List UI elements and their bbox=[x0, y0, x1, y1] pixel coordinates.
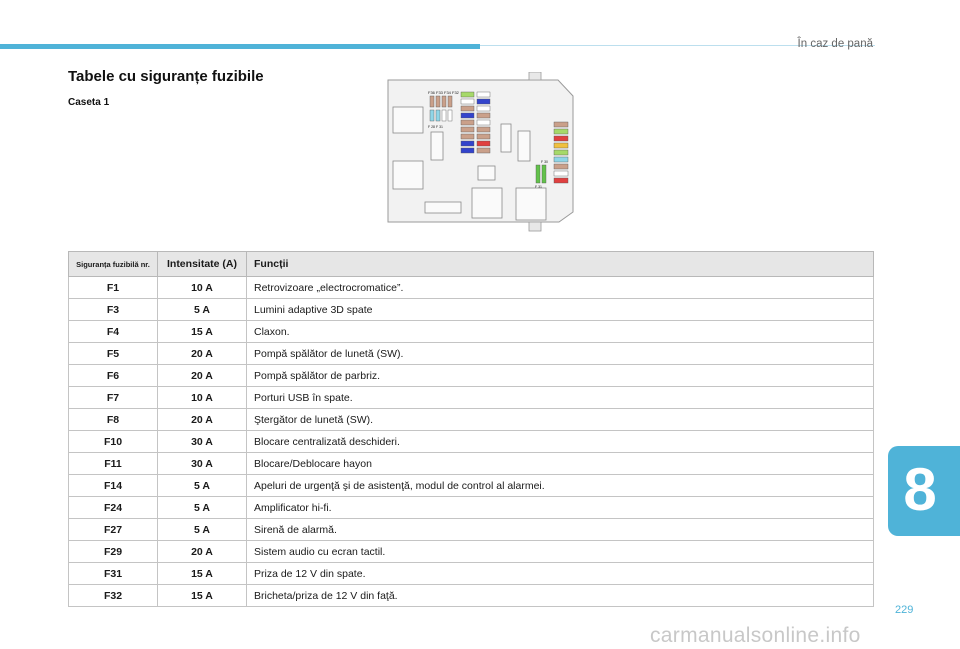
table-row bbox=[69, 409, 874, 431]
table-row bbox=[69, 563, 874, 585]
chapter-tab bbox=[888, 446, 960, 536]
fuse-amperage: 10 A bbox=[158, 277, 247, 299]
fuse-amperage: 20 A bbox=[158, 343, 247, 365]
fuse-table bbox=[68, 251, 874, 607]
diagram-label-right-bottom: F 31 bbox=[535, 185, 543, 189]
fuse-function: Amplificator hi-fi. bbox=[247, 497, 874, 519]
fuse-amperage: 5 A bbox=[158, 299, 247, 321]
fuse-amperage: 30 A bbox=[158, 431, 247, 453]
fuse-function: Claxon. bbox=[247, 321, 874, 343]
fuse-amperage: 20 A bbox=[158, 541, 247, 563]
fuse-number: F4 bbox=[69, 321, 158, 343]
section-header: În caz de pană bbox=[797, 38, 873, 50]
page-title: Tabele cu siguranțe fuzibile bbox=[68, 68, 264, 85]
fuse-box-diagram bbox=[383, 72, 579, 238]
fuse-number: F31 bbox=[69, 563, 158, 585]
fuse-amperage: 15 A bbox=[158, 321, 247, 343]
table-row bbox=[69, 277, 874, 299]
diagram-label-left: F 28 F 31 bbox=[428, 125, 443, 129]
fuse-number: F11 bbox=[69, 453, 158, 475]
fuse-number: F32 bbox=[69, 585, 158, 607]
fuse-number: F27 bbox=[69, 519, 158, 541]
fuse-amperage: 10 A bbox=[158, 387, 247, 409]
fuse-function: Sistem audio cu ecran tactil. bbox=[247, 541, 874, 563]
fuse-function: Blocare/Deblocare hayon bbox=[247, 453, 874, 475]
table-row bbox=[69, 365, 874, 387]
box-subtitle: Caseta 1 bbox=[68, 97, 110, 108]
top-accent-bar bbox=[0, 44, 480, 49]
table-header-row bbox=[69, 252, 874, 277]
fuse-amperage: 15 A bbox=[158, 585, 247, 607]
table-row bbox=[69, 431, 874, 453]
table-row bbox=[69, 541, 874, 563]
fuse-function: Ştergător de lunetă (SW). bbox=[247, 409, 874, 431]
table-row bbox=[69, 519, 874, 541]
fuse-amperage: 15 A bbox=[158, 563, 247, 585]
table-row bbox=[69, 299, 874, 321]
watermark: carmanualsonline.info bbox=[650, 624, 861, 647]
fuse-number: F10 bbox=[69, 431, 158, 453]
fuse-function: Sirenă de alarmă. bbox=[247, 519, 874, 541]
fuse-amperage: 5 A bbox=[158, 519, 247, 541]
table-row bbox=[69, 453, 874, 475]
diagram-label-top: F36 F33 F34 F32 bbox=[428, 90, 459, 95]
fuse-amperage: 5 A bbox=[158, 475, 247, 497]
table-row bbox=[69, 585, 874, 607]
fuse-amperage: 30 A bbox=[158, 453, 247, 475]
fuse-function: Pompă spălător de lunetă (SW). bbox=[247, 343, 874, 365]
table-row bbox=[69, 475, 874, 497]
fuse-amperage: 5 A bbox=[158, 497, 247, 519]
header-function: Funcții bbox=[247, 252, 874, 277]
fuse-number: F1 bbox=[69, 277, 158, 299]
fuse-number: F14 bbox=[69, 475, 158, 497]
fuse-number: F5 bbox=[69, 343, 158, 365]
fuse-amperage: 20 A bbox=[158, 409, 247, 431]
table-row bbox=[69, 343, 874, 365]
fuse-function: Bricheta/priza de 12 V din faţă. bbox=[247, 585, 874, 607]
fuse-number: F6 bbox=[69, 365, 158, 387]
table-row bbox=[69, 387, 874, 409]
fuse-function: Porturi USB în spate. bbox=[247, 387, 874, 409]
header-fuse-number: Siguranța fuzibilă nr. bbox=[69, 252, 158, 277]
fuse-number: F29 bbox=[69, 541, 158, 563]
fuse-function: Pompă spălător de parbriz. bbox=[247, 365, 874, 387]
fuse-number: F3 bbox=[69, 299, 158, 321]
fuse-number: F24 bbox=[69, 497, 158, 519]
fuse-number: F7 bbox=[69, 387, 158, 409]
fuse-function: Blocare centralizată deschideri. bbox=[247, 431, 874, 453]
diagram-label-right-top: F 30 bbox=[541, 160, 549, 164]
fuse-function: Lumini adaptive 3D spate bbox=[247, 299, 874, 321]
fuse-function: Apeluri de urgenţă şi de asistenţă, modul de control al alarmei. bbox=[247, 475, 874, 497]
fuse-number: F8 bbox=[69, 409, 158, 431]
table-row bbox=[69, 321, 874, 343]
table-row bbox=[69, 497, 874, 519]
fuse-amperage: 20 A bbox=[158, 365, 247, 387]
chapter-number: 8 bbox=[903, 456, 937, 523]
page-number: 229 bbox=[895, 604, 914, 616]
fuse-function: Retrovizoare „electrocromatice”. bbox=[247, 277, 874, 299]
fuse-function: Priza de 12 V din spate. bbox=[247, 563, 874, 585]
header-amperage: Intensitate (A) bbox=[158, 252, 247, 277]
